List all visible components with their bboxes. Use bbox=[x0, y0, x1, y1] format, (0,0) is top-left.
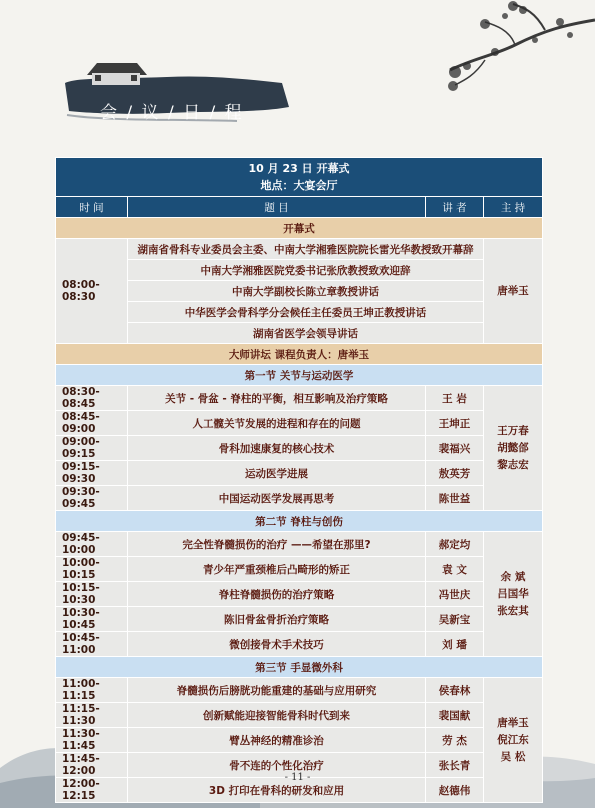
subsection-row bbox=[56, 657, 543, 678]
time-cell: 11:45-12:00 bbox=[56, 753, 128, 778]
column-header-speaker: 讲 者 bbox=[426, 197, 484, 218]
table-row bbox=[56, 582, 543, 607]
table-row bbox=[56, 239, 543, 260]
host-name: 胡懿郃 bbox=[497, 441, 529, 454]
topic-cell: 运动医学进展 bbox=[128, 461, 426, 486]
speaker-cell: 吴新宝 bbox=[426, 607, 484, 632]
topic-cell: 湖南省医学会领导讲话 bbox=[128, 323, 484, 344]
host-cell bbox=[484, 386, 543, 511]
topic-cell: 脊柱脊髓损伤的治疗策略 bbox=[128, 582, 426, 607]
speaker-cell: 陈世益 bbox=[426, 486, 484, 511]
topic-cell: 陈旧骨盆骨折治疗策略 bbox=[128, 607, 426, 632]
topic-cell: 脊髓损伤后膀胱功能重建的基础与应用研究 bbox=[128, 678, 426, 703]
speaker-cell: 袁 文 bbox=[426, 557, 484, 582]
table-row bbox=[56, 703, 543, 728]
subsection-title: 第二节 脊柱与创伤 bbox=[56, 511, 543, 532]
header-ink-banner bbox=[57, 55, 297, 135]
time-cell: 10:45-11:00 bbox=[56, 632, 128, 657]
time-cell: 09:15-09:30 bbox=[56, 461, 128, 486]
speaker-cell: 刘 璠 bbox=[426, 632, 484, 657]
section-row-master bbox=[56, 344, 543, 365]
speaker-cell: 侯春林 bbox=[426, 678, 484, 703]
topic-cell: 骨不连的个性化治疗 bbox=[128, 753, 426, 778]
table-row bbox=[56, 557, 543, 582]
time-cell: 10:30-10:45 bbox=[56, 607, 128, 632]
topic-cell: 中南大学湘雅医院党委书记张欣教授致欢迎辞 bbox=[128, 260, 484, 281]
subsection-row bbox=[56, 365, 543, 386]
section-label: 大师讲坛 课程负责人：唐举玉 bbox=[56, 344, 543, 365]
topic-cell: 人工髋关节发展的进程和存在的问题 bbox=[128, 411, 426, 436]
topic-cell: 中华医学会骨科学分会候任主任委员王坤正教授讲话 bbox=[128, 302, 484, 323]
time-cell: 08:30-08:45 bbox=[56, 386, 128, 411]
schedule-table bbox=[55, 157, 543, 803]
time-cell: 11:00-11:15 bbox=[56, 678, 128, 703]
time-cell: 08:00-08:30 bbox=[56, 239, 128, 344]
speaker-cell: 王 岩 bbox=[426, 386, 484, 411]
time-cell: 10:15-10:30 bbox=[56, 582, 128, 607]
host-name: 黎志宏 bbox=[497, 458, 529, 471]
time-cell: 12:00-12:15 bbox=[56, 778, 128, 803]
table-header-row bbox=[56, 197, 543, 218]
table-title-row bbox=[56, 158, 543, 197]
speaker-cell: 劳 杰 bbox=[426, 728, 484, 753]
table-row bbox=[56, 607, 543, 632]
host-name: 王万春 bbox=[497, 424, 529, 437]
speaker-cell: 王坤正 bbox=[426, 411, 484, 436]
table-row bbox=[56, 532, 543, 557]
time-cell: 09:30-09:45 bbox=[56, 486, 128, 511]
topic-cell: 中国运动医学发展再思考 bbox=[128, 486, 426, 511]
table-row bbox=[56, 302, 543, 323]
table-row bbox=[56, 386, 543, 411]
time-cell: 08:45-09:00 bbox=[56, 411, 128, 436]
topic-cell: 臂丛神经的精准诊治 bbox=[128, 728, 426, 753]
topic-cell: 青少年严重颈椎后凸畸形的矫正 bbox=[128, 557, 426, 582]
page-number: - 11 - bbox=[284, 772, 311, 783]
table-row bbox=[56, 486, 543, 511]
speaker-cell: 郝定均 bbox=[426, 532, 484, 557]
host-name: 余 斌 bbox=[500, 570, 526, 583]
time-cell: 09:45-10:00 bbox=[56, 532, 128, 557]
table-row bbox=[56, 323, 543, 344]
topic-cell: 湖南省骨科专业委员会主委、中南大学湘雅医院院长雷光华教授致开幕辞 bbox=[128, 239, 484, 260]
topic-cell: 骨科加速康复的核心技术 bbox=[128, 436, 426, 461]
table-row bbox=[56, 632, 543, 657]
table-title-date: 10 月 23 日 开幕式 bbox=[248, 162, 350, 175]
host-cell bbox=[484, 532, 543, 657]
column-header-topic: 题 目 bbox=[128, 197, 426, 218]
table-row bbox=[56, 461, 543, 486]
host-name: 倪江东 bbox=[497, 733, 529, 746]
table-title-venue: 地点：大宴会厅 bbox=[260, 179, 338, 192]
time-cell: 09:00-09:15 bbox=[56, 436, 128, 461]
section-row-opening bbox=[56, 218, 543, 239]
host-name: 张宏其 bbox=[497, 604, 529, 617]
subsection-row bbox=[56, 511, 543, 532]
column-header-time: 时 间 bbox=[56, 197, 128, 218]
section-label: 开幕式 bbox=[56, 218, 543, 239]
column-header-host: 主 持 bbox=[484, 197, 543, 218]
table-row bbox=[56, 260, 543, 281]
host-name: 唐举玉 bbox=[497, 716, 529, 729]
subsection-title: 第一节 关节与运动医学 bbox=[56, 365, 543, 386]
table-row bbox=[56, 728, 543, 753]
speaker-cell: 冯世庆 bbox=[426, 582, 484, 607]
topic-cell: 微创接骨术手术技巧 bbox=[128, 632, 426, 657]
speaker-cell: 敖英芳 bbox=[426, 461, 484, 486]
host-cell: 唐举玉 bbox=[484, 239, 543, 344]
time-cell: 11:30-11:45 bbox=[56, 728, 128, 753]
speaker-cell: 裴福兴 bbox=[426, 436, 484, 461]
speaker-cell: 赵德伟 bbox=[426, 778, 484, 803]
speaker-cell: 张长青 bbox=[426, 753, 484, 778]
host-cell bbox=[484, 678, 543, 803]
table-row bbox=[56, 436, 543, 461]
table-row bbox=[56, 678, 543, 703]
host-name: 吴 松 bbox=[500, 750, 526, 763]
topic-cell: 3D 打印在骨科的研发和应用 bbox=[128, 778, 426, 803]
topic-cell: 创新赋能迎接智能骨科时代到来 bbox=[128, 703, 426, 728]
subsection-title: 第三节 手显微外科 bbox=[56, 657, 543, 678]
page-title: 会 / 议 / 日 / 程 bbox=[100, 103, 244, 123]
tree-branch-decoration bbox=[395, 0, 595, 120]
time-cell: 11:15-11:30 bbox=[56, 703, 128, 728]
topic-cell: 关节 - 骨盆 - 脊柱的平衡，相互影响及治疗策略 bbox=[128, 386, 426, 411]
topic-cell: 中南大学副校长陈立章教授讲话 bbox=[128, 281, 484, 302]
topic-cell: 完全性脊髓损伤的治疗 ——希望在那里? bbox=[128, 532, 426, 557]
time-cell: 10:00-10:15 bbox=[56, 557, 128, 582]
table-row bbox=[56, 411, 543, 436]
host-name: 吕国华 bbox=[497, 587, 529, 600]
speaker-cell: 裴国献 bbox=[426, 703, 484, 728]
table-row bbox=[56, 281, 543, 302]
